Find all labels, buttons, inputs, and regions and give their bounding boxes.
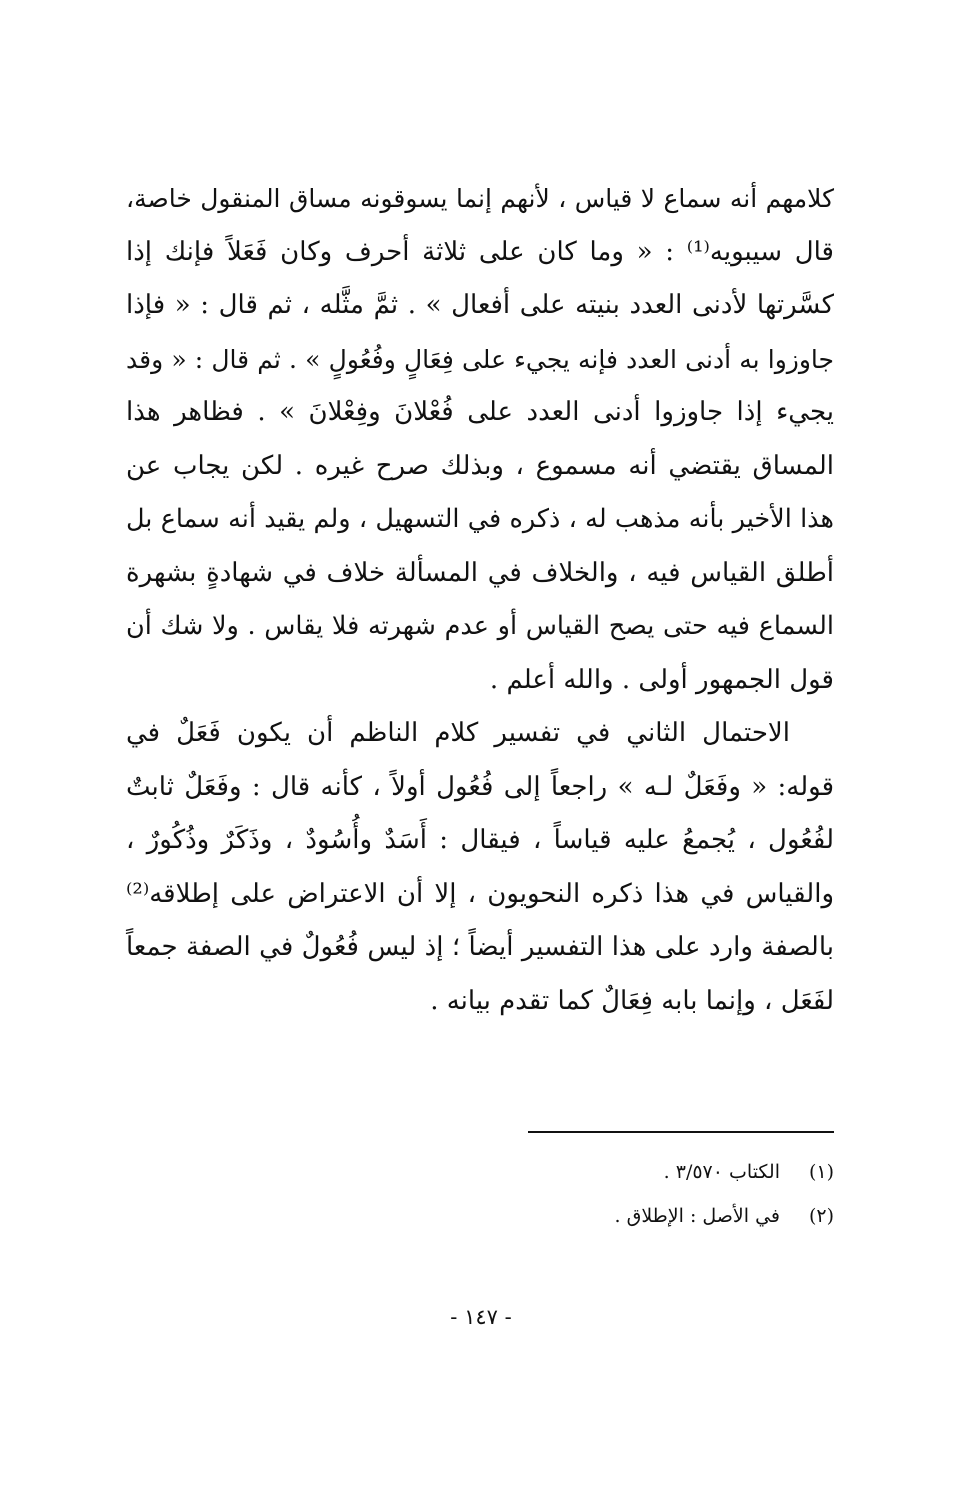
page-number: - ١٤٧ - xyxy=(450,1305,512,1329)
text-line: والقياس في هذا ذكره النحويون ، إلا أن الاعتراض على إطلاقه⁽²⁾ xyxy=(126,878,834,909)
footnote-marker: (١) xyxy=(808,1161,834,1183)
text-line: أطلق القياس فيه ، والخلاف في المسألة خلاف في شهادةٍ بشهرة xyxy=(126,557,834,588)
text-line: كلامهم أنه سماع لا قياس ، لأنهم إنما يسوقونه مساق المنقول خاصة، xyxy=(126,184,834,213)
text-line: بالصفة وارد على هذا التفسير أيضاً ؛ إذ ليس فُعُولٌ في الصفة جمعاً xyxy=(126,932,834,962)
text-line: كسَّرتها لأدنى العدد بنيته على أفعال » . ثمَّ مثَّله ، ثم قال : « فإذا xyxy=(126,290,834,320)
footnotes xyxy=(334,1150,834,1238)
text-line: الاحتمال الثاني في تفسير كلام الناظم أن يكون فَعَلٌ في xyxy=(126,718,790,748)
text-line: جاوزوا به أدنى العدد فإنه يجيء على فِعَالٍ وفُعُولٍ » . ثم قال : « وقد xyxy=(126,344,834,374)
footnote-marker: (٢) xyxy=(808,1205,834,1227)
text-line: قول الجمهور أولى . والله أعلم . xyxy=(489,664,834,695)
main-text xyxy=(126,172,834,1028)
text-line: يجيء إذا جاوزوا أدنى العدد على فُعْلانَ وفِعْلانَ » . فظاهر هذا xyxy=(126,397,834,427)
text-line: السماع فيه حتى يصح القياس أو عدم شهرته فلا يقاس . ولا شك أن xyxy=(126,611,834,641)
text-line: قال سيبويه⁽¹⁾ : « وما كان على ثلاثة أحرف وكان فَعَلاً فإنك إذا xyxy=(126,236,834,267)
text-line: لفَعَل ، وإنما بابه فِعَالٌ كما تقدم بيانه . xyxy=(430,985,834,1016)
text-line: هذا الأخير بأنه مذهب له ، ذكره في التسهيل ، ولم يقيد أنه سماع بل xyxy=(126,504,834,534)
footnote-text: في الأصل : الإطلاق . xyxy=(614,1205,780,1227)
footnote-2 xyxy=(334,1194,834,1238)
footnote-1 xyxy=(334,1150,834,1194)
text-line: المساق يقتضي أنه مسموع ، وبذلك صرح غيره . لكن يجاب عن xyxy=(126,450,834,481)
footnote-divider xyxy=(528,1131,834,1133)
text-line: قوله: « وفَعَلٌ لـه » راجعاً إلى فُعُول أولاً ، كأنه قال : وفَعَلٌ ثابتٌ xyxy=(126,771,834,802)
text-line: لفُعُول ، يُجمعُ عليه قياساً ، فيقال : أَسَدٌ وأُسُودٌ ، وذَكَرٌ وذُكُورٌ ، xyxy=(126,825,834,855)
footnote-text: الكتاب ٣/٥٧٠ . xyxy=(663,1161,780,1183)
